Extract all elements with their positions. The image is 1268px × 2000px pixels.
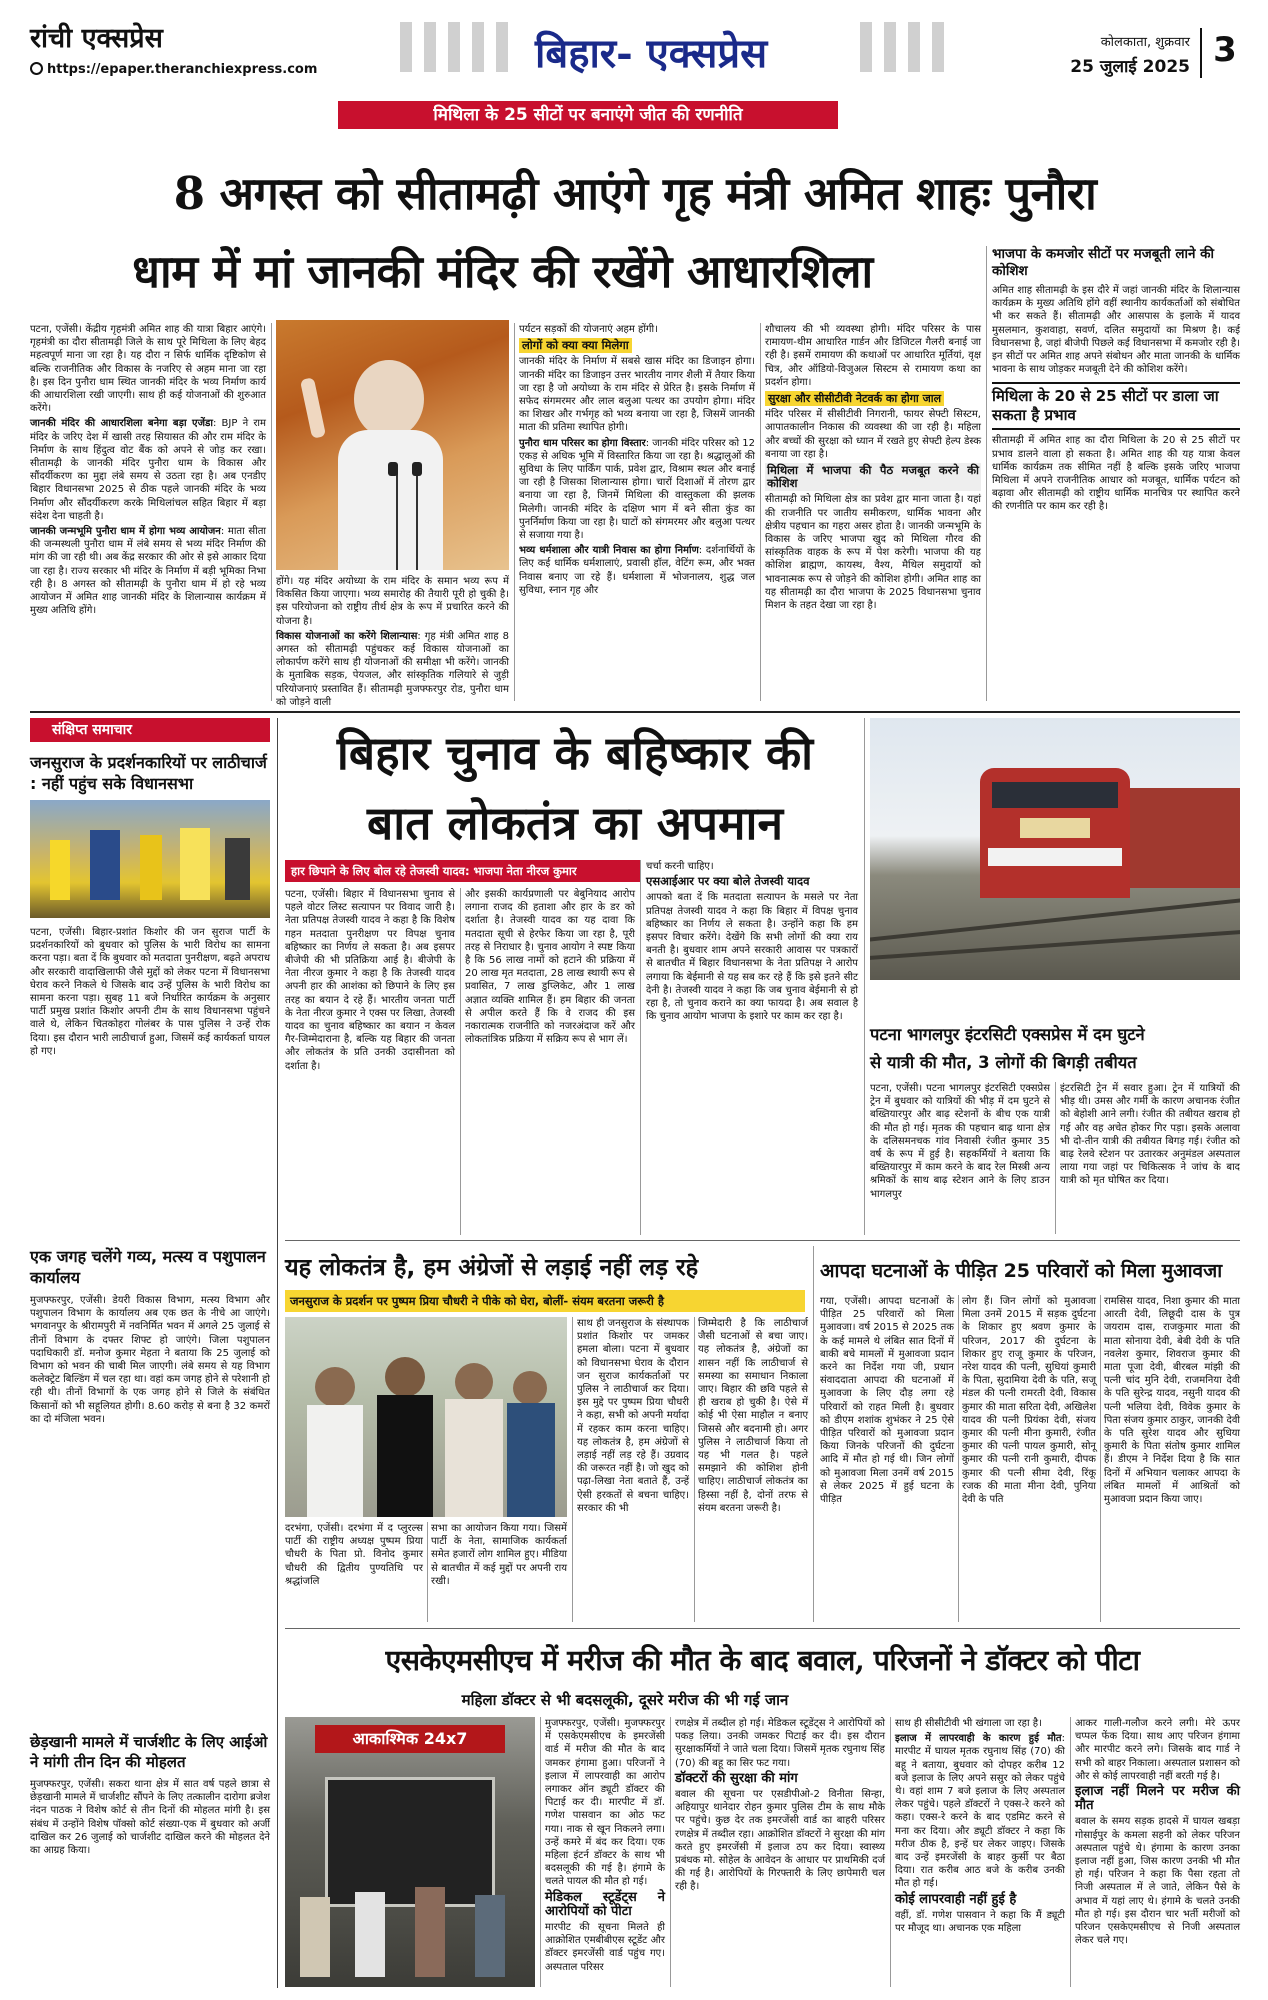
rule [864, 718, 865, 1235]
skmch-col3-c: वहीं, डॉ. गणेश पासवान ने कहा कि मैं ड्यूटी पर मौजूद था। अचानक एक महिला [895, 1909, 1065, 1935]
lead-col1-c: : माता सीता की जन्मस्थली पुनौरा धाम में लंबे समय से भव्य मंदिर निर्माण की मांग की जा रही थी। अब केंद्र सरकार की ओर से इसे आकार दिया जा रहा है। राज्य सरकार भी मंदिर के निर्माण में बड़ी भूमिका निभा रही है। 8 अगस्त को सीतामढ़ी के पुनौरा धाम में हो रहे भव्य आयोजन में अमित शाह जानकी मंदिर के शिलान्यास कार्यक्रम में मुख्य अतिथि होंगे। [30, 526, 267, 617]
democracy-col-3: साथ ही जनसुराज के संस्थापक प्रशांत किशोर पर जमकर हमला बोला। पटना में बुधवार को विधानसभा घेराव के दौरान जन सुराज कार्यकर्ताओं पर पुलिस ने लाठीचार्ज कर दिया। इस मुद्दे पर पुष्पम प्रिया चौधरी ने कहा, सभी को अपनी मर्यादा में रहकर काम करना चाहिए। यह लोकतंत्र है, हम अंग्रेजों से लड़ाई नहीं लड़ रहे हैं। उग्रवाद की जरूरत नहीं है। जो खुद को पढ़ा-लिखा नेता बताते हैं, उन्हें ऐसी हरकतों से बचना चाहिए। सरकार की भी [577, 1318, 689, 1514]
globe-icon [30, 62, 43, 75]
rule [958, 1295, 959, 1622]
democracy-col-2: सभा का आयोजन किया गया। जिसमें पार्टी के नेता, सामाजिक कार्यकर्ता समेत हजारों लोग शामिल हुए। मीडिया से बातचीत में कई मुद्दों पर अपनी राय रखी। [431, 1523, 567, 1587]
paper-logo: रांची एक्सप्रेस [30, 23, 163, 54]
lead-col4-sub2: मिथिला में भाजपा की पैठ मजबूत करने की कोशिश [767, 463, 979, 491]
lead-col1-sub1: जानकी मंदिर की आधारशिला बनेगा बड़ा एजेंडा [30, 418, 213, 430]
edition-title: बिहार- एक्सप्रेस [535, 30, 768, 77]
lead-col4-c: सीतामढ़ी को मिथिला क्षेत्र का प्रवेश द्वार माना जाता है। यहां की राजनीति पर जातीय समीकरण, धार्मिक भावना और क्षेत्रीय पहचान का गहरा असर होता है। जानकी जन्मभूमि के विकास के जरिए भाजपा खुद को मिथिला गौरव की सांस्कृतिक वाहक के रूप में पेश करेगी। भाजपा की यह कोशिश ब्राह्मण, कायस्थ, वैश्य, मैथिल समुदायों को भावनात्मक रूप से जोड़ने की कोशिश होगी। अमित शाह का यह सीतामढ़ी का दौरा भाजपा के 2025 विधानसभा चुनाव मिशन के तहत देखा जा रहा है। [765, 494, 981, 612]
rule [1100, 1295, 1101, 1622]
rule [277, 718, 278, 1988]
brief-head-2: एक जगह चलेंगे गव्य, मत्स्य व पशुपालन कार्यालय [30, 1247, 266, 1287]
section-divider [30, 711, 1240, 713]
lead-col3-d: : दर्शनार्थियों के लिए कई धार्मिक धर्मशालाएं, प्रवासी हॉल, वेटिंग रूम, और भक्त निवास बनाए जा रहे हैं। धर्मशाला में भोजनालय, शुद्ध जल सुविधा, स्नान गृह और [519, 545, 755, 596]
lead-col1-text: पटना, एजेंसी। केंद्रीय गृहमंत्री अमित शाह की यात्रा बिहार आएंगे। गृहमंत्री का दौरा सीतामढ़ी जिले के साथ पूरे मिथिला के लिए बेहद महत्वपूर्ण माना जा रहा है। यह दौरा न सिर्फ धार्मिक दृष्टिकोण से बल्कि राजनीतिक और विकास के नजरिए से अहम माना जा रहा है। इस दिन पुनौरा धाम स्थित जानकी मंदिर के भव्य निर्माण कार्य की आधारशिला रखी जाएगी। साथ ही कई योजनाओं की शुरुआत करेंगे। [30, 324, 266, 415]
lead-col2-sub: विकास योजनाओं का करेंगे शिलान्यास [276, 630, 418, 642]
mid-headline-1: बिहार चुनाव के बहिष्कार की [336, 726, 814, 780]
city-day: कोलकाता, शुक्रवार [1100, 35, 1190, 50]
lead-col5-b: सीतामढ़ी में अमित शाह का दौरा मिथिला के 20 से 25 सीटों पर प्रभाव डालने वाला हो सकता है। अमित शाह की यह यात्रा केवल धार्मिक कार्यक्रम तक सीमित नहीं है बल्कि इसके जरिए भाजपा मिथिला में अपने राजनीतिक आधार को मजबूत, धार्मिक पर्यटन को बढ़ावा और सीतामढ़ी को राष्ट्रीय धार्मिक मानचित्र पर स्थापित करने की रणनीति पर काम कर रही है। [992, 435, 1240, 513]
rule [890, 1717, 891, 1987]
relief-col-3: रामसिस यादव, निशा कुमार की माता आरती देवी, लिछूदी दास के पुत्र जयराम दास, राजकुमार माता की माता सोनाया देवी, बेबी देवी के पति नवलेश कुमार, शिवराज कुमार की माता पूजा देवी, बीरबल मांझी की पत्नी चांद मुनि देवी, राजमनिया देवी के पति सुरेन्द्र यादव, नसुनी यादव की पत्नी भलिया देवी, विवेक कुमार के पिता संजय कुमार ठाकुर, जानकी देवी के पति सुरेश यादव और सुधिया कुमारी के पिता संतोष कुमार शामिल हैं। डीएम ने निर्देश दिया है कि सात दिनों में अभियान चलाकर आपदा के लंबित मामलों में आश्रितों को मुआवजा प्रदान किया जाए। [1104, 1296, 1240, 1506]
brief-head-1: जनसुराज के प्रदर्शनकारियों पर लाठीचार्ज : नहीं पहुंच सके विधानसभा [30, 753, 267, 793]
section-divider [285, 1240, 1240, 1241]
train-photo [870, 718, 1240, 980]
lead-col5-sub: मिथिला के 20 से 25 सीटों पर डाला जा सकता है प्रभाव [992, 382, 1240, 430]
lead-col-1 [30, 323, 266, 701]
mid-headline-2: बात लोकतंत्र का अपमान [367, 796, 783, 850]
masthead [0, 0, 1268, 95]
rule [694, 1317, 695, 1622]
lead-col5-a: अमित शाह सीतामढ़ी के इस दौरे में जहां जानकी मंदिर के शिलान्यास कार्यक्रम के मुख्य अतिथि होंगे वहीं स्थानीय कार्यकर्ताओं को संबोधित भी कर सकते हैं। सीतामढ़ी और आसपास के इलाके में यादव मुसलमान, कुशवाहा, सवर्ण, दलित समुदायों का मिश्रण है। कई विधानसभा है, जहां बीजेपी पिछले कई विधानसभा में कमजोर रही है। इन सीटों पर अमित शाह अपने संबोधन और माता जानकी के धार्मिक भावना के साथ जोड़कर मजबूती देने की कोशिश करेंगे। [992, 285, 1240, 376]
rule [1070, 1717, 1071, 1987]
amit-shah-photo [276, 320, 509, 570]
brief-text-2: मुजफ्फरपुर, एजेंसी। डेयरी विकास विभाग, मत्स्य विभाग और पशुपालन विभाग के कार्यालय अब एक छत के नीचे आ जाएंगे। भगवानपुर के श्रीरामपुरी में नवनिर्मित भवन में अगले 25 जुलाई से तीनों विभाग के दफ्तर शिफ्ट हो जाएंगे। जिला पशुपालन पदाधिकारी डॉ. मनोज कुमार मेहता ने बताया कि 25 जुलाई को विभाग को भवन की चाबी मिल जाएगी। लंबे समय से यह विभाग कलेक्ट्रेट बिल्डिंग में चल रहा था। वहां कम जगह होने से परेशानी हो रही थी। तीनों विभागों के एक जगह होने से जिले के संबंधित किसानों को भी सहूलियत होगी। 8.60 करोड़ से बना है 32 कमरों का दो मंजिला भवन। [30, 1295, 270, 1425]
lead-col3-sub3: भव्य धर्मशाला और यात्री निवास का होगा निर्माण [519, 545, 699, 557]
lead-col1-b: : BJP ने राम मंदिर के जरिए देश में खासी तरह सियासत की और राम मंदिर के निर्माण के साथ हिंदुत्व वोट बैंक को अपने से जोड़ कर रखा। सीतामढ़ी के जानकी मंदिर पुनौरा धाम के विकास और सौंदर्यीकरण का मुद्दा लंबे समय से उठता रहा है। अब एनडीए बिहार विधानसभा 2025 से ठीक पहले जानकी मंदिर के भव्य निर्माण और सौंदर्यीकरण करके मिथिलांचल सहित बिहार में बड़ा संदेश देना चाहती है। [30, 418, 266, 522]
relief-col-2: लोग हैं। जिन लोगों को मुआवजा मिला उनमें 2015 में सड़क दुर्घटना के शिकार हुए श्रवण कुमार के परिजन, 2017 की दुर्घटना के शिकार हुए राजू कुमार के परिजन, नरेश यादव की पत्नी, सुधियां कुमारी के पिता, सुदामिया देवी के पति, सजू मंडल की पत्नी रामरती देवी, विकास कुमार की माता सरिता देवी, अखिलेश यादव की पत्नी प्रियंका देवी, संजय कुमार की पत्नी मीना कुमारी, रंजीत कुमार की पत्नी पायल कुमारी, सोनू कुमार की पत्नी रानी कुमारी, दीपक कुमार की पत्नी सीमा देवी, रिंकू रजक की माता मीना देवी, पुनिया देवी के पति [962, 1296, 1096, 1506]
rule [460, 888, 461, 1235]
lead-col-5 [992, 246, 1240, 701]
mid-col3-b: आपको बता दें कि मतदाता सत्यापन के मसले पर नेता प्रतिपक्ष तेजस्वी यादव ने कहा कि बिहार में विपक्ष चुनाव बहिष्कार का निर्णय ले सकता है। उन्होंने कहा कि हम इसपर विचार करेंगे। देखेंगे कि सभी लोगों की क्या राय बनती है। बुधवार शाम अपने सरकारी आवास पर पत्रकारों से बातचीत में बिहार विधानसभा के नेता प्रतिपक्ष ने आरोप लगाया कि बेईमानी से यह सब कर रहे हैं कि इसे इतने सीट देनी है। तेजस्वी यादव ने कहा कि जब चुनाव बेईमानी से हो रहा है, तो चुनाव कराने का क्या फायदा है। अब सवाल है कि चुनाव आयोग भाजपा के इशारे पर काम कर रहा है। [646, 892, 858, 1023]
rule [427, 1522, 428, 1622]
issue-date: 25 जुलाई 2025 [1070, 57, 1190, 77]
hospital-photo [285, 1717, 535, 1987]
skmch-col2-sub: डॉक्टरों की सुरक्षा की मांग [675, 1770, 798, 1786]
rule [540, 1717, 541, 1987]
skmch-col1-text: मुजफ्फरपुर, एजेंसी। मुजफ्फरपुर में एसकेएमसीएच के इमरजेंसी वार्ड में मरीज की मौत के बाद जमकर हंगामा हुआ। परिजनों ने इलाज में लापरवाही का आरोप लगाकर ऑन ड्यूटी डॉक्टर की पिटाई कर दी। मारपीट में डॉ. गणेश पासवान का ओठ फट गया। नाक से खून निकलने लगा। उन्हें कमरे में बंद कर दिया। एक महिला इंटर्न डॉक्टर के साथ भी बदसलूकी की गई है। हंगामे के चलते पायल की मौत हो गई। [545, 1718, 665, 1888]
pushpam-priya-photo [285, 1317, 567, 1517]
mid-col-3 [646, 860, 858, 1235]
lead-col2-caption: होंगे। यह मंदिर अयोध्या के राम मंदिर के समान भव्य रूप में विकसित किया जाएगा। भव्य समारोह की तैयारी पूरी हो चुकी है। इस परियोजना को राष्ट्रीय तीर्थ क्षेत्र के रूप में प्रचारित करने की योजना है। [276, 576, 509, 627]
train-col-2: इंटरसिटी ट्रेन में सवार हुआ। ट्रेन में यात्रियों की भीड़ थी। उमस और गर्मी के कारण अचानक रंजीत को बेहोशी आने लगी। रंजीत की तबीयत खराब हो गई और वह अचेत होकर गिर पड़ा। इसके अलावा भी दो-तीन यात्री की तबीयत बिगड़ गई। रंजीत को बाढ़ रेलवे स्टेशन पर उतारकर अनुमंडल अस्पताल लाया गया जहां पर चिकित्सक ने जांच के बाद यात्री को मृत घोषित कर दिया। [1060, 1083, 1240, 1187]
url-text: https://epaper.theranchiexpress.com [47, 62, 318, 77]
skmch-col4-sub: इलाज नहीं मिलने पर मरीज की मौत [1075, 1784, 1240, 1814]
skmch-col4-b: बवाल के समय सड़क हादसे में घायल खबड़ा गोसाईपुर के कमला सहनी को लेकर परिजन अस्पताल पहुंचे थे। हंगामा के कारण उनका इलाज नहीं हुआ, जिस कारण उनकी भी मौत हो गई। परिजन ने कहा कि पैसा रहता तो निजी अस्पताल में ले जाते, लेकिन पैसे के अभाव में यहां लाए थे। हंगामे के चलते उनकी मौत हो गई। इस दौरान चार भर्ती मरीजों को परिजन एसकेएमसीएच से निजी अस्पताल लेकर चले गए। [1075, 1816, 1240, 1947]
democracy-col-1: दरभंगा, एजेंसी। दरभंगा में द प्लुरल्स पार्टी की राष्ट्रीय अध्यक्ष पुष्पम प्रिया चौधरी के पिता प्रो. विनोद कुमार चौधरी की द्वितीय पुण्यतिथि पर श्रद्धांजलि [285, 1523, 423, 1587]
skmch-col3-sub1: इलाज में लापरवाही के कारण हुई मौत [895, 1733, 1062, 1745]
brief-label-text: संक्षिप्त समाचार [52, 722, 132, 738]
democracy-headline: यह लोकतंत्र है, हम अंग्रेजों से लड़ाई नहीं लड़ रहे [285, 1253, 699, 1281]
skmch-col-2 [675, 1717, 885, 1987]
masthead-bars-left [400, 22, 510, 72]
mid-strap: हार छिपाने के लिए बोल रहे तेजस्वी यादव: भाजपा नेता नीरज कुमार [285, 860, 640, 882]
skmch-col3-b: : मारपीट में घायल मृतक रघुनाथ सिंह (70) की बहू ने बताया, बुधवार को दोपहर करीब 12 बजे इलाज के लिए अपने ससुर को लेकर पहुंचे थे। वहां शाम 7 बजे इलाज के लिए अस्पताल लेकर पहुंचे। पहले डॉक्टरों ने एक्स-रे करने को कहा। एक्स-रे करने के बाद एडमिट करने से मना कर दिया। और ड्यूटी डॉक्टर ने कहा कि मरीज ठीक है, इन्हें घर लेकर जाइए। जिसके बाद उन्हें इमरजेंसी के बाहर कुर्सी पर बैठा दिया। रात करीब आठ बजे के करीब उनकी मौत हो गई। [895, 1733, 1065, 1890]
lead-col3-top: पर्यटन सड़कों की योजनाएं अहम होंगी। [519, 324, 658, 335]
rule [760, 323, 761, 701]
top-banner: मिथिला के 25 सीटों पर बनाएंगे जीत की रणनीति [338, 101, 838, 129]
rule [813, 1246, 814, 1622]
mid-col3-top: चर्चा करनी चाहिए। [646, 861, 714, 872]
rule [670, 1717, 671, 1987]
lead-col3-b: जानकी मंदिर के निर्माण में सबसे खास मंदिर का डिजाइन होगा। जानकी मंदिर का डिजाइन उत्तर भारतीय नागर शैली में तैयार किया जा रहा है जो अयोध्या के राम मंदिर से प्रेरित है। इसके निर्माण में सफेद संगमरमर और लाल बलुआ पत्थर का उपयोग होगा। मंदिर का शिखर और गर्भगृह को भव्य बनाया जा रहा है, जिसमें जानकी माता की प्रतिमा स्थापित होगी। [519, 356, 755, 434]
paper-url[interactable] [30, 62, 330, 80]
mid-col-1: पटना, एजेंसी। बिहार में विधानसभा चुनाव से पहले वोटर लिस्ट सत्यापन पर विवाद जारी है। नेता प्रतिपक्ष तेजस्वी यादव ने कहा है कि विशेष गहन मतदाता पुनरीक्षण पर विपक्ष चुनाव बहिष्कार का निर्णय ले सकता है। अब इसपर बीजेपी की भी प्रतिक्रिया आई है। बीजेपी के नेता नीरज कुमार ने कहा है कि तेजस्वी यादव अपनी हार की आशंका को छिपाने के लिए इस तरह का बयान दे रहे हैं। भारतीय जनता पार्टी के नेता नीरज कुमार ने एक्स पर लिखा, तेजस्वी यादव का चुनाव बहिष्कार का बयान न केवल गैर-जिम्मेदाराना है, बल्कि यह बिहार की जनता और लोकतंत्र के प्रति उनकी उदासीनता को दर्शाता है। [285, 889, 455, 1072]
lead-col3-sub1: लोगों को क्या क्या मिलेगा [519, 338, 632, 353]
rule [572, 1317, 573, 1622]
mid-col3-sub: एसआईआर पर क्या बोले तेजस्वी यादव [646, 874, 810, 889]
brief-text-1: पटना, एजेंसी। बिहार-प्रशांत किशोर की जन सुराज पार्टी के प्रदर्शनकारियों को बुधवार को पुलिस के भारी विरोध का सामना करना पड़ा। बता दें कि बुधवार को मतदाता पुनरीक्षण, बढ़ते अपराध और सरकारी वादाखिलाफी जैसे मुद्दों को लेकर पटना में विधानसभा घेराव करने निकले थे जिसके बाद उन्हें पुलिस के भारी विरोध का सामना करना पड़ा। सुबह 11 बजे निर्धारित कार्यक्रम के अनुसार पार्टी प्रमुख प्रशांत किशोर अपनी टीम के साथ विधानसभा पहुंचने वाले थे, लेकिन चितकोहरा गोलंबर के पास पुलिस ने उन्हें रोक दिया। इस दौरान भारी लाठीचार्ज हुआ, जिसमें कई कार्यकर्ता घायल हो गए। [30, 927, 270, 1057]
brief-head-3: छेड़खानी मामले में चार्जशीट के लिए आईओ ने मांगी तीन दिन की मोहलत [30, 1733, 268, 1771]
train-col-1: पटना, एजेंसी। पटना भागलपुर इंटरसिटी एक्सप्रेस ट्रेन में बुधवार को यात्रियों की भीड़ में दम घुटने से बख्तियारपुर और बाढ़ स्टेशनों के बीच एक यात्री की मौत हो गई। मृतक की पहचान बाढ़ थाना क्षेत्र के दलिसमनचक गांव निवासी रंजीत कुमार 35 वर्ष के रूप में हुई है। सहकर्मियों ने बताया कि बख्तियारपुर में काम करने के बाद रेल मिस्त्री अन्य श्रमिकों के साथ बाढ़ स्टेशन आने के लिए डाउन भागलपुर [870, 1083, 1050, 1200]
rule [271, 323, 272, 701]
lead-col4-top: शौचालय की भी व्यवस्था होगी। मंदिर परिसर के पास रामायण-थीम आधारित गार्डन और डिजिटल गैलरी बनाई जा रही है। इसमें रामायण की कथाओं पर आधारित मूर्तियां, वृक्ष चित्र, और ऑडियो-विजुअल सिस्टम से रामायण कथा का प्रदर्शन होगा। [765, 324, 981, 388]
skmch-col2-text: रणक्षेत्र में तब्दील हो गई। मेडिकल स्टूडेंट्स ने आरोपियों को पकड़ लिया। उनकी जमकर पिटाई कर दी। इस दौरान सुरक्षाकर्मियों ने जाते चला दिया। जिसमें मृतक रघुनाथ सिंह (70) की बहू का सिर फट गया। [675, 1718, 885, 1769]
lead-col-4 [765, 323, 981, 701]
lead-col1-sub2: जानकी जन्मभूमि पुनौरा धाम में होगा भव्य आयोजन [30, 526, 221, 538]
skmch-col1-b: मारपीट की सूचना मिलते ही आक्रोशित एमबीबीएस स्टूडेंट और डॉक्टर इमरजेंसी वार्ड पहुंच गए। अस्पताल परिसर [545, 1922, 665, 1973]
skmch-col4-text: आकर गाली-गलौज करने लगी। मेरे ऊपर चप्पल फेंक दिया। साथ आए परिजन हंगामा और मारपीट करने लगे। जिसके बाद गार्ड ने सभी को बाहर निकाला। अस्पताल प्रशासन को और से कोई लापरवाही नहीं बरती गई है। [1075, 1718, 1240, 1782]
hospital-sign: आकाश्मिक 24x7 [315, 1725, 505, 1753]
lead-col3-c: : जानकी मंदिर परिसर को 12 एकड़ से अधिक भूमि में विस्तारित किया जा रहा है। श्रद्धालुओं की सुविधा के लिए पार्किंग पार्क, प्रवेश द्वार, विश्राम स्थल और बनाई जा रही है जिसका शिलान्यास होगा। चारों दिशाओं में तोरण द्वार बनाया जा रहा है, जिनमें मिथिला की वास्तुकला की झलक मिलेगी। जानकी मंदिर के दक्षिण भाग में बने सीता कुंड का पुनर्निर्माण किया जा रहा है। घाटों को संगमरमर और बलुआ पत्थर से सजाया गया है। [519, 437, 755, 542]
protest-photo [30, 800, 270, 918]
lead-headline-1: 8 अगस्त को सीतामढ़ी आएंगे गृह मंत्री अमित शाहः पुनौरा [173, 167, 1097, 220]
page-number: 3 [1213, 30, 1237, 70]
relief-col-1: गया, एजेंसी। आपदा घटनाओं के पीड़ित 25 परिवारों को मिला मुआवजा। वर्ष 2015 से 2025 तक के कई मामले थे लंबित सात दिनों में बाकी बचे मामलों में मुआवजा प्रदान करने का निर्देश गया जी, प्रधान संवाददाता आपदा की घटनाओं में मुआवजा के लिए दौड़ लगा रहे परिवारों को राहत मिली है। बुधवार को डीएम शशांक शुभंकर ने 25 ऐसे पीड़ित परिवारों को मुआवजा प्रदान किया जिनके परिजनों की दुर्घटना आदि में मौत हो गई थी। जिन लोगों को मुआवजा मिला उनमें वर्ष 2015 से लेकर 2025 में हुई घटना के पीड़ित [820, 1296, 954, 1506]
skmch-col3-sub2: कोई लापरवाही नहीं हुई है [895, 1891, 1017, 1907]
skmch-col-3 [895, 1717, 1065, 1987]
lead-headline-2: धाम में मां जानकी मंदिर की रखेंगे आधारशिला [132, 245, 873, 298]
skmch-col-4 [1075, 1717, 1240, 1987]
rule [1055, 1082, 1056, 1234]
rule [640, 860, 641, 1235]
skmch-headline: एसकेएमसीएच में मरीज की मौत के बाद बवाल, परिजनों ने डॉक्टर को पीटा [385, 1643, 1140, 1677]
brief-column [30, 718, 270, 1988]
masthead-bars-right [860, 22, 970, 72]
lead-col3-sub2: पुनौरा धाम परिसर का होगा विस्तार [519, 437, 646, 449]
rule [986, 246, 987, 701]
lead-col-3 [519, 323, 755, 701]
skmch-strap: महिला डॉक्टर से भी बदसलूकी, दूसरे मरीज की भी गई जान [461, 1691, 789, 1709]
mid-col-2: और इसकी कार्यप्रणाली पर बेबुनियाद आरोप लगाना राजद की हताशा और हार के डर को दर्शाता है। तेजस्वी यादव का यह दावा कि मतदाता सूची से हेरफेर किया जा रहा है, पूरी तरह से निराधार है। चुनाव आयोग ने स्पष्ट किया है कि 56 लाख नामों को हटाने की प्रक्रिया में 20 लाख मृत मतदाता, 28 लाख स्थायी रूप से प्रवासित, 7 लाख डुप्लिकेट, और 1 लाख अज्ञात व्यक्ति शामिल हैं। हम बिहार की जनता से अपील करते हैं कि वे राजद की इस नकारात्मक राजनीति को नजरअंदाज करें और लोकतांत्रिक प्रक्रिया में सक्रिय रूप से भाग लें। [465, 889, 635, 1046]
skmch-col1-sub: मेडिकल स्टूडेंट्स ने आरोपियों को पीटा [545, 1889, 665, 1919]
skmch-col3-text: साथ ही सीसीटीवी भी खंगाला जा रहा है। [895, 1718, 1042, 1729]
relief-headline: आपदा घटनाओं के पीड़ित 25 परिवारों को मिला मुआवजा [820, 1260, 1223, 1282]
page-no-divider [1200, 28, 1202, 78]
train-headline-2: से यात्री की मौत, 3 लोगों की बिगड़ी तबीयत [870, 1053, 1137, 1072]
democracy-strap: जनसुराज के प्रदर्शन पर पुष्पम प्रिया चौधरी ने पीके को घेरा, बोलीं- संयम बरतना जरूरी है [285, 1290, 805, 1312]
democracy-col-4: जिम्मेदारी है कि लाठीचार्ज जैसी घटनाओं से बचा जाए। यह लोकतंत्र है, अंग्रेजों का शासन नहीं कि लाठीचार्ज से समस्या का समाधान निकाला जाए। बिहार की छवि पहले से ही खराब हो चुकी है। ऐसे में कोई भी ऐसा माहौल न बनाए जिससे और बदनामी हो। अगर पुलिस ने लाठीचार्ज किया तो यह भी गलत है। पहले समझाने की कोशिश होनी चाहिए। लाठीचार्ज लोकतंत्र का हिस्सा नहीं है, दोनों तरफ से संयम बरतना जरूरी है। [698, 1318, 808, 1514]
lead-col5-head: भाजपा के कमजोर सीटों पर मजबूती लाने की कोशिश [992, 246, 1215, 279]
train-headline-1: पटना भागलपुर इंटरसिटी एक्सप्रेस में दम घुटने [870, 1025, 1145, 1044]
brief-text-3: मुजफ्फरपुर, एजेंसी। सकरा थाना क्षेत्र में सात वर्ष पहले छात्रा से छेड़खानी मामले में चार्जशीट सौंपने के लिए तत्कालीन दारोगा ब्रजेश नंदन पाठक ने विशेष कोर्ट से तीन दिनों की मोहलत मांगी है। इस संबंध में उन्होंने विशेष पॉक्सो कोर्ट संख्या-एक में बुधवार को अर्जी दाखिल कर 26 जुलाई को चार्जशीट दाखिल करने की मोहलत देने का आग्रह किया। [30, 1779, 270, 1857]
skmch-col2-b: बवाल की सूचना पर एसडीपीओ-2 विनीता सिन्हा, अहियापुर थानेदार रोहन कुमार पुलिस टीम के साथ मौके पर पहुंचे। कुछ देर तक इमरजेंसी वार्ड का बाहरी परिसर रणक्षेत्र में तब्दील रहा। आक्रोशित डॉक्टरों ने सुरक्षा की मांग करते हुए इमरजेंसी में इलाज ठप कर दिया। स्वास्थ्य प्रबंधक मो. सोहेल के आवेदन के आधार पर प्राथमिकी दर्ज की गई है। आरोपियों के गिरफ्तारी के लिए छापेमारी चल रही है। [675, 1789, 885, 1893]
lead-col2-b: : गृह मंत्री अमित शाह 8 अगस्त को सीतामढ़ी पहुंचकर कई विकास योजनाओं का लोकार्पण करेंगे साथ ही योजनाओं की समीक्षा भी करेंगे। जानकी के मुताबिक सड़क, पेयजल, और सांस्कृतिक गलियारे से जुड़ी परियोजनाएं प्रस्तावित हैं। सीतामढ़ी मुजफ्फरपुर रोड, पुनौरा धाम को जोड़ने वाली [276, 630, 509, 708]
skmch-col-1 [545, 1717, 665, 1987]
brief-label [30, 718, 270, 742]
lead-col4-b: मंदिर परिसर में सीसीटीवी निगरानी, फायर सेफ्टी सिस्टम, आपातकालीन निकास की व्यवस्था की जा रही है। महिला और बच्चों की सुरक्षा को ध्यान में रखते हुए सेफ्टी हेल्प डेस्क बनाया जा रहा है। [765, 409, 981, 460]
rule [514, 323, 515, 701]
section-divider [285, 1628, 1240, 1629]
lead-col-2 [276, 575, 509, 708]
lead-col4-sub1: सुरक्षा और सीसीटीवी नेटवर्क का होगा जाल [765, 391, 944, 406]
